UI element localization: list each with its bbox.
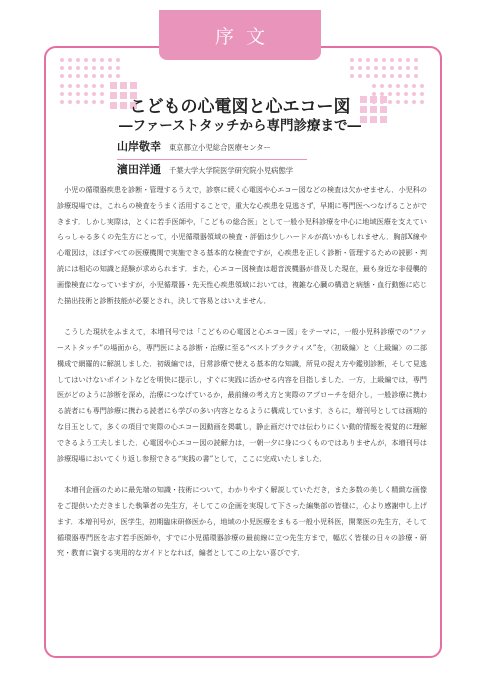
decorative-dot <box>372 84 376 88</box>
decorative-square <box>130 82 137 89</box>
decorative-dot <box>398 66 402 70</box>
decorative-dot <box>350 58 354 62</box>
decorative-dot <box>358 74 362 78</box>
decorative-dot <box>420 84 424 88</box>
author-entry <box>117 161 293 177</box>
decorative-dot <box>390 58 394 62</box>
decorative-dot <box>108 58 112 62</box>
decorative-dot <box>76 74 80 78</box>
decorative-square <box>120 82 127 89</box>
author-entry <box>117 138 271 154</box>
body-paragraph: こうした現状をふまえて，本増刊号では「こどもの心電図と心エコー図」をテーマに，一般小児科診療での“ファーストタッチ”の場面から，専門医による診断・治療に至る“ベストプラクティス”を，〈初級編〉と〈上級編〉の二部構成で網羅的に解説しました．初級編では，日常診療で使える基本的な知識，所見の捉え方や鑑別診断，そして見逃してはいけないポイントなどを明快に提示し，すぐに実践に活かせる内容を目指しました．一方，上級編では，専門医がどのように診断を深め，治療につなげているか，最前線の考え方と実際のアプローチを紹介し，一般診療に携わる読者にも専門診療に携わる読者にも学びの多い内容となるように構成しています．さらに，増刊号としては画期的な目玉として，多くの項目で実際の心エコー図動画を掲載し，静止画だけでは伝わりにくい動的情報を視覚的に理解できるよう工夫しました．心電図や心エコー図の読解力は，一朝一夕に身につくものではありませんが，本増刊号は診療現場においてくり返し参照できる“実践の書”として，ここに完成いたしました． <box>57 327 427 463</box>
decorative-dot <box>116 66 120 70</box>
decorative-dot <box>100 74 104 78</box>
author-affiliation: 東京都立小児総合医療センター <box>169 143 271 152</box>
decorative-dot <box>374 58 378 62</box>
decorative-dot <box>414 74 418 78</box>
decorative-dot <box>350 74 354 78</box>
decorative-dot <box>390 74 394 78</box>
decorative-dot <box>366 74 370 78</box>
decorative-dot <box>366 58 370 62</box>
decorative-dot <box>404 84 408 88</box>
decorative-dot <box>76 66 80 70</box>
decorative-dot <box>60 66 64 70</box>
decorative-dot <box>380 84 384 88</box>
author-divider <box>117 159 307 160</box>
decorative-dot <box>108 74 112 78</box>
body-paragraph: 小児の循環器疾患を診断・管理するうえで，診察に続く心電図や心エコー図などの検査は欠かせません．小児科の診療現場では，これらの検査をうまく活用することで，重大な心疾患を見逃さず，早期に専門医へつなげることができます．しかし実際は，とくに若手医師や，「こどもの総合医」として一般小児科診療を中心に地域医療を支えていらっしゃる多くの先生方にとって，小児循環器領域の検査・評価は少しハードルが高いかもしれません．胸部X線や心電図は，ほぼすべての医療機関で実施できる基本的な検査ですが，心疾患を正しく診断・管理するための読影・判読には相応の知識と経験が求められます．また，心エコー図検査は超音波機器が普及した現在，最も身近な非侵襲的画像検査になっていますが，小児循環器・先天性心疾患領域においては，複雑な心臓の構造と病態・血行動態に応じた描出技術と診断技能が必要とされ，決して容易とはいえません． <box>57 185 427 305</box>
decorative-dot <box>374 74 378 78</box>
decorative-dot <box>68 74 72 78</box>
decorative-dot <box>358 58 362 62</box>
decorative-dot <box>60 74 64 78</box>
decorative-dot <box>92 58 96 62</box>
decorative-dot <box>398 58 402 62</box>
decorative-dot <box>388 84 392 88</box>
decorative-dot <box>406 74 410 78</box>
decorative-dot <box>412 84 416 88</box>
decorative-dot <box>382 66 386 70</box>
decorative-dot <box>68 84 72 88</box>
decorative-dot <box>108 66 112 70</box>
decorative-dot <box>100 84 104 88</box>
decorative-dot <box>398 74 402 78</box>
author-name: 山岸敬幸 <box>117 140 161 153</box>
decorative-dot <box>84 66 88 70</box>
decorative-dot <box>68 58 72 62</box>
decorative-dot <box>366 66 370 70</box>
decorative-square <box>110 82 117 89</box>
decorative-dot <box>100 58 104 62</box>
section-tab-label: 序文 <box>214 25 277 48</box>
section-tab-preface <box>159 10 321 60</box>
decorative-dot <box>84 58 88 62</box>
decorative-dot <box>116 58 120 62</box>
preface-body <box>57 182 427 561</box>
decorative-dot <box>76 84 80 88</box>
decorative-dot <box>60 84 64 88</box>
article-title: こどもの心電図と心エコー図 <box>129 97 351 117</box>
author-affiliation: 千葉大学大学院医学研究院小児病態学 <box>169 166 294 175</box>
decorative-dot <box>76 58 80 62</box>
decorative-dot <box>414 66 418 70</box>
decorative-dot <box>350 66 354 70</box>
decorative-dot <box>92 74 96 78</box>
decorative-dot <box>92 84 96 88</box>
decorative-dot <box>92 66 96 70</box>
article-subtitle: ―ファーストタッチから専門診療まで― <box>118 118 362 134</box>
decorative-dot <box>116 74 120 78</box>
decorative-dot <box>414 58 418 62</box>
decorative-dot <box>406 66 410 70</box>
decorative-dot <box>406 58 410 62</box>
decorative-dot <box>100 66 104 70</box>
author-name: 濱田洋通 <box>117 163 161 176</box>
decorative-dot <box>68 66 72 70</box>
decorative-dot <box>382 74 386 78</box>
decorative-dot <box>358 66 362 70</box>
decorative-dot <box>84 74 88 78</box>
decorative-dot <box>60 58 64 62</box>
decorative-dot <box>374 66 378 70</box>
body-paragraph: 本増刊企画のために最先端の知識・技術について，わかりやすく解説していただき，また多数の美しく精緻な画像をご提供いただきました執筆者の先生方，そしてこの企画を実現して下さった編集部の皆様に，心より感謝申し上げます．本増刊号が，医学生，初期臨床研修医から，地域の小児医療をまもる一般小児科医，開業医の先生方，そして循環器専門医を志す若手医師や，すでに小児循環器診療の最前線に立つ先生方まで，幅広く皆様の日々の診療・研究・教育に資する実用的なガイドとなれば，編者としてこの上ない喜びです． <box>57 485 427 558</box>
decorative-dot <box>396 84 400 88</box>
decorative-dot <box>390 66 394 70</box>
decorative-dot <box>382 58 386 62</box>
decorative-dot <box>84 84 88 88</box>
